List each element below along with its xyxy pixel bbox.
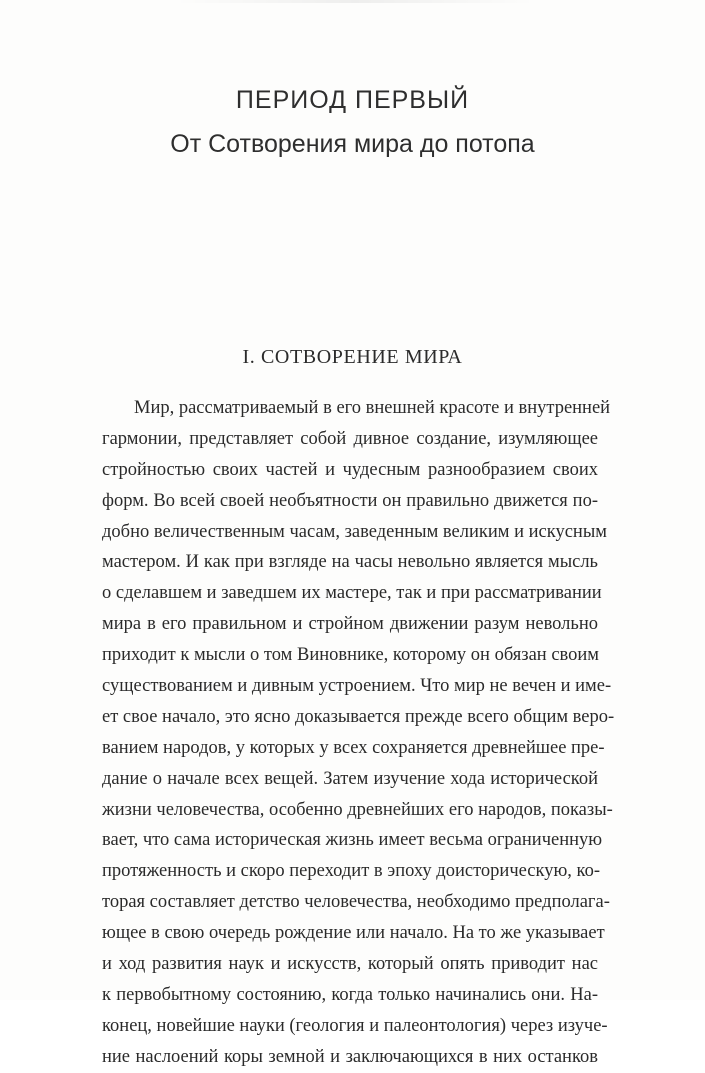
text-line: мастером. И как при взгляде на часы невольно является мысль [102, 552, 598, 573]
text-line: существованием и дивным устроением. Что мир не вечен и име- [102, 676, 612, 697]
text-line: о сделавшем и заведшем их мастере, так и при рассматривании [102, 583, 602, 604]
page-top-edge [175, 0, 535, 3]
period-subtitle: От Сотворения мира до потопа [170, 130, 535, 158]
text-line: протяженность и скоро переходит в эпоху доисторическую, ко- [102, 861, 601, 882]
text-line: и ход развития наук и искусств, который опять приводит нас [102, 954, 598, 975]
text-line: дание о начале всех вещей. Затем изучение хода исторической [102, 768, 598, 789]
text-line: вает, что сама историческая жизнь имеет весьма ограниченную [102, 830, 603, 851]
text-line: стройностью своих частей и чудесным разнообразием своих [102, 459, 598, 480]
chapter-title: I. СОТВОРЕНИЕ МИРА [242, 346, 463, 368]
body-paragraph [102, 393, 615, 1073]
text-line: мира в его правильном и стройном движении разум невольно [102, 614, 598, 635]
text-line: жизни человечества, особенно древнейших его народов, показы- [102, 799, 613, 820]
text-line: к первобытному состоянию, когда только начинались они. На- [102, 984, 598, 1005]
text-line: форм. Во всей своей необъятности он правильно движется по- [102, 490, 598, 511]
text-line: торая составляет детство человечества, необходимо предполага- [102, 892, 610, 913]
text-line: добно величественным часам, заведенным великим и искусным [102, 521, 607, 542]
text-line: Мир, рассматриваемый в его внешней красоте и внутренней [134, 398, 611, 418]
text-line: ет свое начало, это ясно доказывается прежде всего общим веро- [102, 706, 615, 727]
text-line: ние наслоений коры земной и заключающихся в них останков [102, 1046, 598, 1067]
text-line: конец, новейшие науки (геология и палеонтология) через изуче- [102, 1015, 608, 1036]
text-line: гармонии, представляет собой дивное создание, изумляющее [102, 428, 598, 449]
text-line: ванием народов, у которых у всех сохраняется древнейшее пре- [102, 737, 605, 758]
period-title: ПЕРИОД ПЕРВЫЙ [235, 86, 470, 114]
text-line: ющее в свою очередь рождение или начало. На то же указывает [102, 923, 605, 944]
text-line: приходит к мысли о том Виновнике, которому он обязан своим [102, 645, 599, 666]
